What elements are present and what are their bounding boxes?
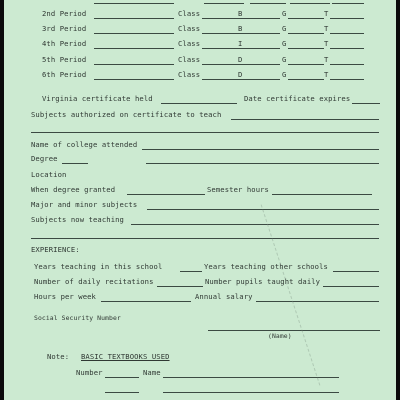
letter-1-field[interactable] [244,79,280,80]
years-school-field[interactable] [180,271,202,272]
subjects-authorized-label: Subjects authorized on certificate to teach [31,110,222,119]
hours-row [4,292,396,304]
degree-label: Degree [31,154,58,163]
period-letter-3: T [324,9,329,18]
period-row-1st [4,0,396,6]
signature-field[interactable] [208,330,380,331]
degree-field-2[interactable] [146,163,379,164]
textbook-number-field-2[interactable] [105,392,139,393]
letter-3-field[interactable] [330,33,364,34]
textbook-row [4,368,396,380]
period-letter-2: G [282,39,287,49]
salary-label: Annual salary [195,292,253,301]
social-security-label: Social Security Number [34,314,121,322]
letter-2-field[interactable] [288,18,324,19]
period-letter-2: G [282,54,287,64]
semester-hours-field[interactable] [272,194,372,195]
period-letter-3: T [324,54,329,64]
years-other-field[interactable] [333,271,379,272]
certificate-expires-label: Date certificate expires [244,94,351,103]
note-label: Note: [47,352,70,361]
pupils-label: Number pupils taught daily [205,277,321,286]
class-label: Class [178,39,201,49]
period-label: 2nd Period [42,9,87,18]
period-letter-1: B [238,9,243,18]
period-letter-3: T [324,39,329,49]
period-row [4,24,396,36]
major-minor-label: Major and minor subjects [31,200,138,209]
experience-heading: EXPERIENCE: [31,245,80,254]
subjects-teaching-field[interactable] [131,224,379,225]
period-letter-2: G [282,9,287,18]
years-school-label: Years teaching in this school [34,262,163,271]
textbook-name-field-2[interactable] [163,392,339,393]
fill-line [94,3,174,4]
period-label: 6th Period [42,69,87,79]
period-subject-field[interactable] [94,48,174,49]
letter-3-field[interactable] [330,18,364,19]
location-label: Location [31,170,67,179]
hours-label: Hours per week [34,292,96,301]
semester-hours-label: Semester hours [207,185,269,194]
period-letter-3: T [324,69,329,79]
certificate-expires-field[interactable] [352,103,380,104]
class-label: Class [178,69,201,79]
period-letter-2: G [282,24,287,34]
textbook-number-label: Number [76,368,103,377]
textbook-name-field[interactable] [163,377,339,378]
letter-1-field[interactable] [244,64,280,65]
salary-field[interactable] [256,301,379,302]
certificate-row [4,94,396,106]
letter-1-field[interactable] [244,18,280,19]
period-label: 4th Period [42,39,87,49]
class-label: Class [178,9,201,18]
degree-granted-row [4,185,396,197]
period-letter-2: G [282,69,287,79]
period-letter-3: T [324,24,329,34]
class-label: Class [178,24,201,34]
certificate-held-field[interactable] [161,103,237,104]
period-letter-1: D [238,54,243,64]
textbook-number-field[interactable] [105,377,139,378]
period-subject-field[interactable] [94,79,174,80]
subjects-authorized-field-2[interactable] [31,132,379,133]
hours-field[interactable] [101,301,191,302]
note-row [4,352,396,364]
subjects-teaching-field-2[interactable] [31,238,379,239]
college-row [4,140,396,152]
fill-line [250,3,286,4]
period-row [4,70,396,82]
letter-3-field[interactable] [330,48,364,49]
fill-line [204,3,244,4]
period-label: 3rd Period [42,24,87,34]
teacher-record-form [4,0,396,400]
letter-2-field[interactable] [288,48,324,49]
subjects-authorized-field[interactable] [231,119,379,120]
recitations-label: Number of daily recitations [34,277,154,286]
period-subject-field[interactable] [94,33,174,34]
textbook-name-label: Name [143,368,161,377]
period-letter-1: D [238,69,243,79]
college-label: Name of college attended [31,140,138,149]
letter-3-field[interactable] [330,79,364,80]
period-row [4,39,396,51]
period-letter-1: B [238,24,243,34]
fill-line [290,3,330,4]
letter-1-field[interactable] [244,33,280,34]
period-row [4,55,396,67]
name-caption: (Name) [268,332,292,340]
period-letter-1: I [238,39,243,49]
fill-line [332,3,364,4]
subjects-teaching-row [4,215,396,227]
period-label: 5th Period [42,54,87,64]
social-security-row [4,313,396,325]
period-subject-field[interactable] [94,18,174,19]
degree-granted-field[interactable] [127,194,205,195]
subjects-teaching-label: Subjects now teaching [31,215,124,224]
period-row [4,9,396,21]
degree-row [4,154,396,166]
years-teaching-row [4,262,396,274]
college-field[interactable] [142,149,379,150]
textbooks-title: BASIC TEXTBOOKS USED [81,352,170,361]
period-subject-field[interactable] [94,64,174,65]
letter-1-field[interactable] [244,48,280,49]
letter-2-field[interactable] [288,64,324,65]
location-row [4,170,396,182]
certificate-held-label: Virginia certificate held [42,94,153,103]
subjects-authorized-row [4,110,396,122]
recitations-field[interactable] [157,286,203,287]
class-label: Class [178,54,201,64]
letter-2-field[interactable] [288,79,324,80]
recitations-row [4,277,396,289]
major-minor-row [4,200,396,212]
degree-granted-label: When degree granted [31,185,116,194]
degree-field[interactable] [62,163,88,164]
letter-3-field[interactable] [330,64,364,65]
experience-heading-row [4,245,396,257]
pupils-field[interactable] [323,286,379,287]
years-other-label: Years teaching other schools [204,262,328,271]
letter-2-field[interactable] [288,33,324,34]
